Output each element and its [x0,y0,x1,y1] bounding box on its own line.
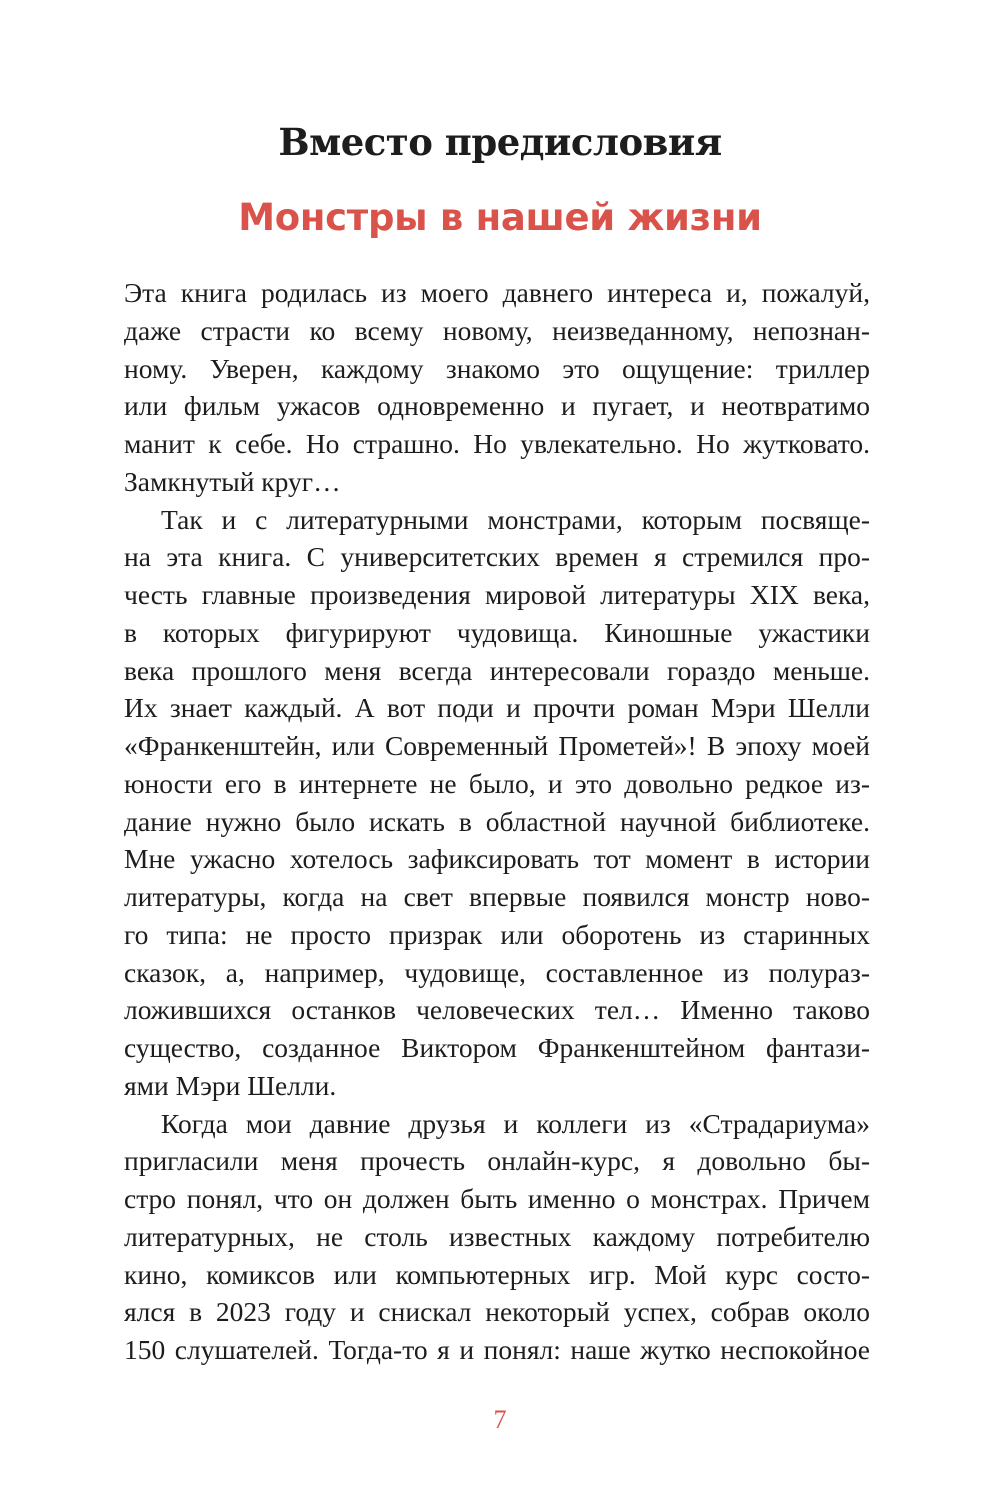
text-line: на эта книга. С университетских времен я стремился про- [124,541,870,573]
text-line: манит к себе. Но страшно. Но увлекательно. Но жутковато. [124,428,870,459]
text-line: или фильм ужасов одновременно и пугает, и неотвратимо [124,390,870,422]
text-line: литературы, когда на свет впервые появился монстр ново- [124,881,870,912]
text-line: стро понял, что он должен быть именно о монстрах. Причем [124,1183,870,1214]
text-line: ложившихся останков человеческих тел… Именно таково [124,994,870,1026]
text-line: юности его в интернете не было, и это довольно редкое из- [124,767,870,799]
text-line: литературных, не столь известных каждому потребителю [124,1220,870,1252]
text-line: дание нужно было искать в областной научной библиотеке. [124,805,870,837]
text-line: в которых фигурируют чудовища. Киношные ужастики [124,616,870,648]
text-line: Замкнутый круг… [124,465,341,497]
text-line: ялся в 2023 году и снискал некоторый успех, собрав около [124,1296,870,1328]
text-line: даже страсти ко всему новому, неизведанному, непознан- [124,314,870,346]
text-line: го типа: не просто призрак или оборотень из старинных [124,918,870,950]
text-line: 150 слушателей. Тогда-то я и понял: наше жутко неспокойное [124,1334,870,1365]
text-line: ному. Уверен, каждому знакомо это ощущение: триллер [124,352,870,384]
page-number: 7 [493,1405,507,1434]
text-line: Их знает каждый. А вот поди и прочти роман Мэри Шелли [124,692,870,724]
chapter-title: Вместо предисловия [278,120,722,164]
chapter-subtitle: Монстры в нашей жизни [238,196,762,239]
text-line: «Франкенштейн, или Современный Прометей»! В эпоху моей [124,730,870,761]
text-line: Так и с литературными монстрами, которым посвяще- [161,503,870,535]
text-line: века прошлого меня всегда интересовали гораздо меньше. [124,654,870,686]
text-line: пригласили меня прочесть онлайн-курс, я довольно бы- [124,1145,870,1177]
text-line: Мне ужасно хотелось зафиксировать тот момент в истории [124,843,870,875]
text-line: существо, созданное Виктором Франкенштейном фантази- [124,1032,870,1063]
text-line: Эта книга родилась из моего давнего интереса и, пожалуй, [124,277,870,308]
text-line: кино, комиксов или компьютерных игр. Мой курс состо- [124,1258,870,1290]
text-line: сказок, а, например, чудовище, составленное из полураз- [124,956,870,988]
body-text [124,274,870,1369]
text-line: ями Мэри Шелли. [124,1069,337,1101]
text-line: Когда мои давние друзья и коллеги из «Страдариума» [161,1107,870,1139]
text-line: честь главные произведения мировой литературы XIX века, [124,579,870,610]
